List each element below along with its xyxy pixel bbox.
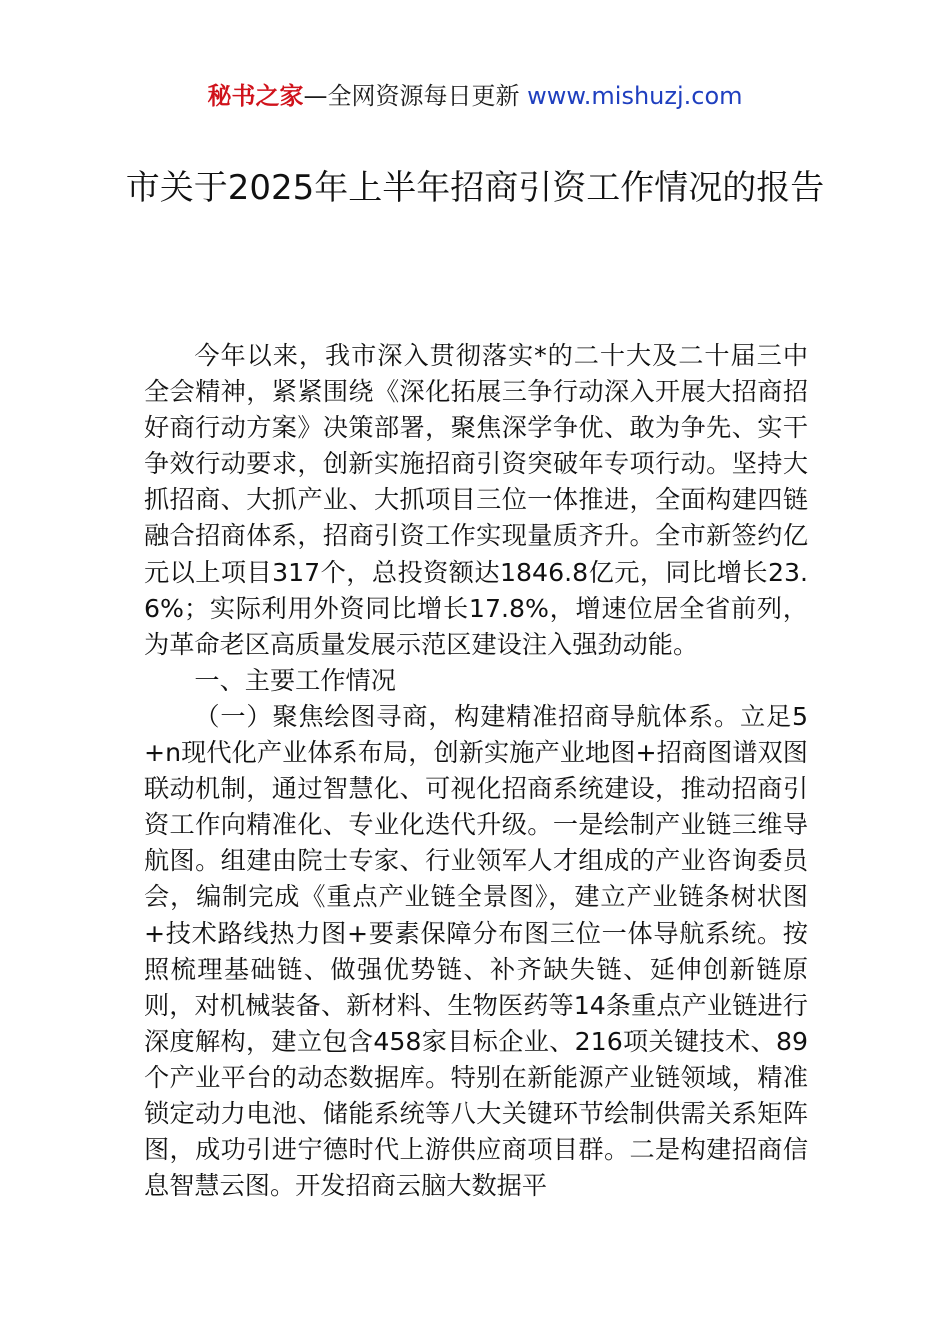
document-body	[144, 338, 808, 1204]
site-link[interactable]: www.mishuzj.com	[527, 82, 743, 110]
header-tagline: —全网资源每日更新	[303, 82, 528, 110]
brand-name: 秘书之家	[207, 82, 304, 110]
document-title: 市关于2025年上半年招商引资工作情况的报告	[125, 168, 825, 208]
section-heading: 一、主要工作情况	[194, 665, 396, 695]
site-header	[0, 80, 950, 112]
subsection-paragraph: （一）聚焦绘图寻商，构建精准招商导航体系。立足5+n现代化产业体系布局，创新实施产业地图+招商图谱双图联动机制，通过智慧化、可视化招商系统建设，推动招商引资工作向精准化、专业化迭代升级。一是绘制产业链三维导航图。组建由院士专家、行业领军人才组成的产业咨询委员会，编制完成《重点产业链全景图》，建立产业链条树状图+技术路线热力图+要素保障分布图三位一体导航系统。按照梳理基础链、做强优势链、补齐缺失链、延伸创新链原则，对机械装备、新材料、生物医药等14条重点产业链进行深度解构，建立包含458家目标企业、216项关键技术、89个产业平台的动态数据库。特别在新能源产业链领域，精准锁定动力电池、储能系统等八大关键环节绘制供需关系矩阵图，成功引进宁德时代上游供应商项目群。二是构建招商信息智慧云图。开发招商云脑大数据平	[144, 701, 808, 1201]
intro-paragraph: 今年以来，我市深入贯彻落实*的二十大及二十届三中全会精神，紧紧围绕《深化拓展三争行动深入开展大招商招好商行动方案》决策部署，聚焦深学争优、敢为争先、实干争效行动要求，创新实施招商引资突破年专项行动。坚持大抓招商、大抓产业、大抓项目三位一体推进，全面构建四链融合招商体系，招商引资工作实现量质齐升。全市新签约亿元以上项目317个，总投资额达1846.8亿元，同比增长23.6%；实际利用外资同比增长17.8%，增速位居全省前列，为革命老区高质量发展示范区建设注入强劲动能。	[144, 341, 808, 659]
